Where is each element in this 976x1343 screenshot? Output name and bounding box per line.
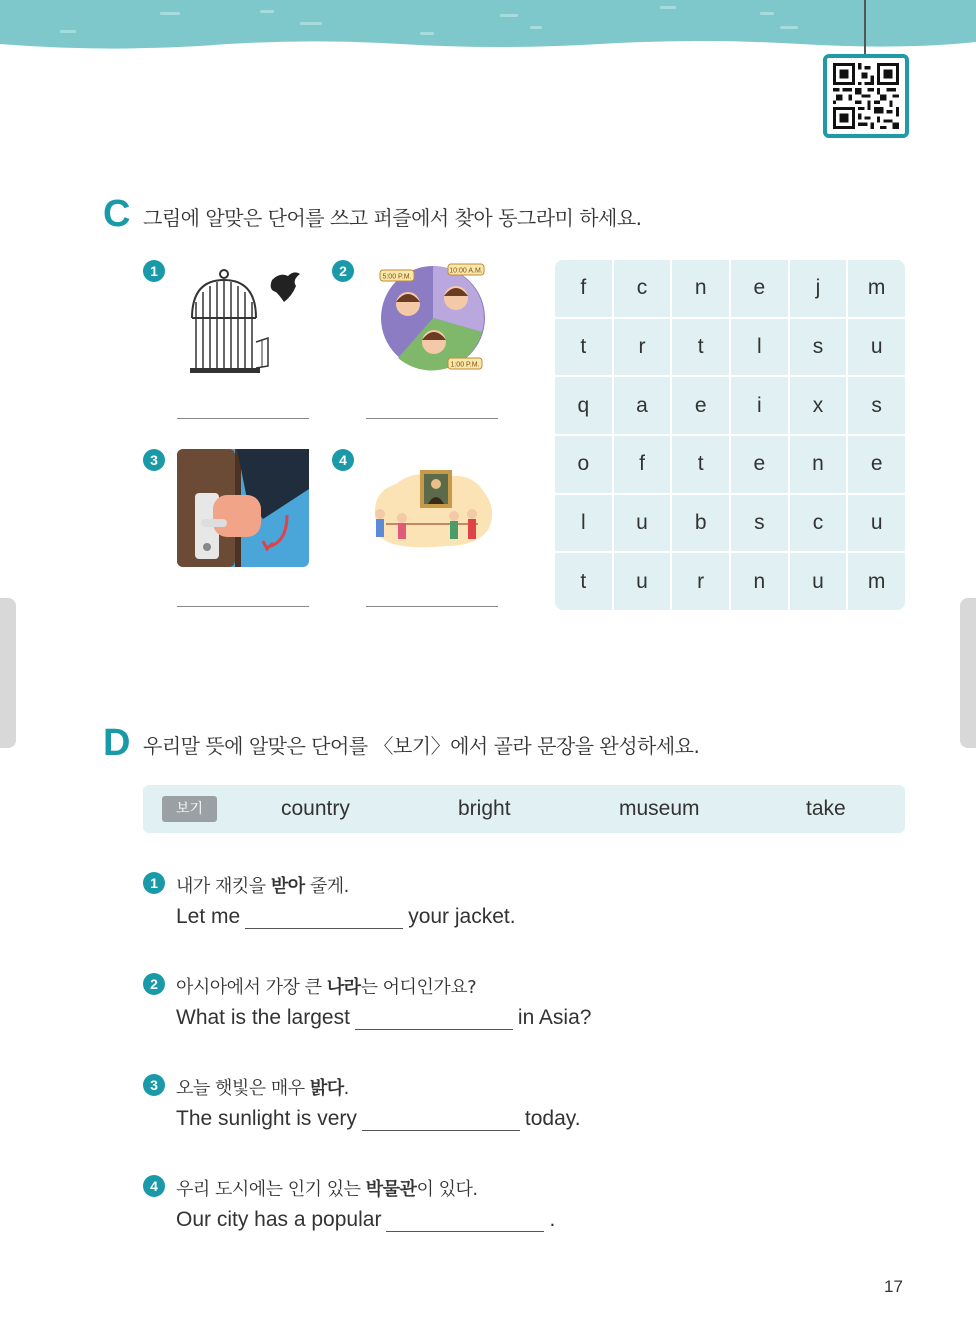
question-korean: 우리 도시에는 인기 있는 박물관이 있다.	[176, 1179, 478, 1200]
answer-line[interactable]	[177, 606, 309, 607]
answer-blank[interactable]	[362, 1109, 520, 1131]
picture-number: 4	[332, 449, 354, 471]
clock-times-icon	[378, 262, 488, 372]
grid-cell[interactable]: j	[790, 260, 847, 317]
qr-code-icon	[832, 63, 900, 129]
section-d-title: 우리말 뜻에 알맞은 단어를 〈보기〉에서 골라 문장을 완성하세요.	[143, 734, 700, 758]
grid-cell[interactable]: n	[672, 260, 729, 317]
question-english: The sunlight is very today.	[176, 1107, 581, 1130]
word-bank-label: 보기	[162, 796, 217, 822]
time-label: 1:00 P.M.	[450, 361, 480, 369]
grid-cell[interactable]: x	[790, 377, 847, 434]
qr-hanging-string	[864, 0, 866, 56]
time-label: 5:00 P.M.	[382, 273, 412, 281]
grid-cell[interactable]: a	[614, 377, 671, 434]
section-c-title: 그림에 알맞은 단어를 쓰고 퍼즐에서 찾아 동그라미 하세요.	[143, 206, 642, 230]
time-label: 10:00 A.M.	[449, 267, 483, 275]
grid-cell[interactable]: u	[848, 495, 905, 552]
answer-line[interactable]	[366, 606, 498, 607]
picture-number: 2	[332, 260, 354, 282]
grid-cell[interactable]: l	[731, 319, 788, 376]
grid-cell[interactable]: o	[555, 436, 612, 493]
question-number: 1	[143, 872, 165, 894]
question-english: Let me your jacket.	[176, 905, 516, 928]
question-english: Our city has a popular .	[176, 1208, 556, 1231]
grid-cell[interactable]: u	[614, 553, 671, 610]
question-english: What is the largest in Asia?	[176, 1006, 592, 1029]
grid-cell[interactable]: m	[848, 553, 905, 610]
word-bank	[143, 785, 905, 833]
grid-cell[interactable]: u	[614, 495, 671, 552]
word-search-grid[interactable]	[555, 260, 905, 610]
grid-cell[interactable]: c	[790, 495, 847, 552]
grid-cell[interactable]: m	[848, 260, 905, 317]
word-bank-word: bright	[458, 797, 511, 820]
grid-cell[interactable]: s	[790, 319, 847, 376]
word-bank-word: museum	[619, 797, 700, 820]
question-korean: 내가 재킷을 받아 줄게.	[176, 876, 349, 897]
grid-cell[interactable]: t	[555, 553, 612, 610]
section-d-letter: D	[103, 722, 131, 764]
grid-cell[interactable]: c	[614, 260, 671, 317]
word-bank-word: take	[806, 797, 846, 820]
grid-cell[interactable]: r	[672, 553, 729, 610]
grid-cell[interactable]: e	[848, 436, 905, 493]
grid-cell[interactable]: e	[731, 260, 788, 317]
grid-cell[interactable]: b	[672, 495, 729, 552]
question-number: 4	[143, 1175, 165, 1197]
grid-cell[interactable]: f	[614, 436, 671, 493]
grid-cell[interactable]: t	[672, 319, 729, 376]
picture-number: 1	[143, 260, 165, 282]
birdcage-open-icon	[180, 262, 310, 380]
answer-blank[interactable]	[245, 907, 403, 929]
grid-cell[interactable]: s	[848, 377, 905, 434]
question-korean: 아시아에서 가장 큰 나라는 어디인가요?	[176, 977, 477, 998]
word-bank-word: country	[281, 797, 350, 820]
grid-cell[interactable]: e	[672, 377, 729, 434]
museum-gallery-icon	[366, 462, 498, 558]
wave-header-decoration	[0, 0, 976, 60]
grid-cell[interactable]: l	[555, 495, 612, 552]
grid-cell[interactable]: n	[790, 436, 847, 493]
grid-cell[interactable]: n	[731, 553, 788, 610]
page-tab-right	[960, 598, 976, 748]
page-number: 17	[884, 1277, 903, 1296]
question-number: 3	[143, 1074, 165, 1096]
page-tab-left	[0, 598, 16, 748]
question-korean: 오늘 햇빛은 매우 밝다.	[176, 1078, 349, 1099]
door-handle-turn-icon	[177, 449, 309, 567]
grid-cell[interactable]: i	[731, 377, 788, 434]
grid-cell[interactable]: q	[555, 377, 612, 434]
answer-line[interactable]	[366, 418, 498, 419]
answer-blank[interactable]	[386, 1210, 544, 1232]
question-number: 2	[143, 973, 165, 995]
grid-cell[interactable]: f	[555, 260, 612, 317]
section-c-letter: C	[103, 193, 131, 235]
grid-cell[interactable]: u	[848, 319, 905, 376]
grid-cell[interactable]: t	[672, 436, 729, 493]
qr-code[interactable]	[823, 54, 909, 138]
grid-cell[interactable]: s	[731, 495, 788, 552]
picture-number: 3	[143, 449, 165, 471]
grid-cell[interactable]: r	[614, 319, 671, 376]
grid-cell[interactable]: t	[555, 319, 612, 376]
grid-cell[interactable]: u	[790, 553, 847, 610]
grid-cell[interactable]: e	[731, 436, 788, 493]
answer-blank[interactable]	[355, 1008, 513, 1030]
answer-line[interactable]	[177, 418, 309, 419]
